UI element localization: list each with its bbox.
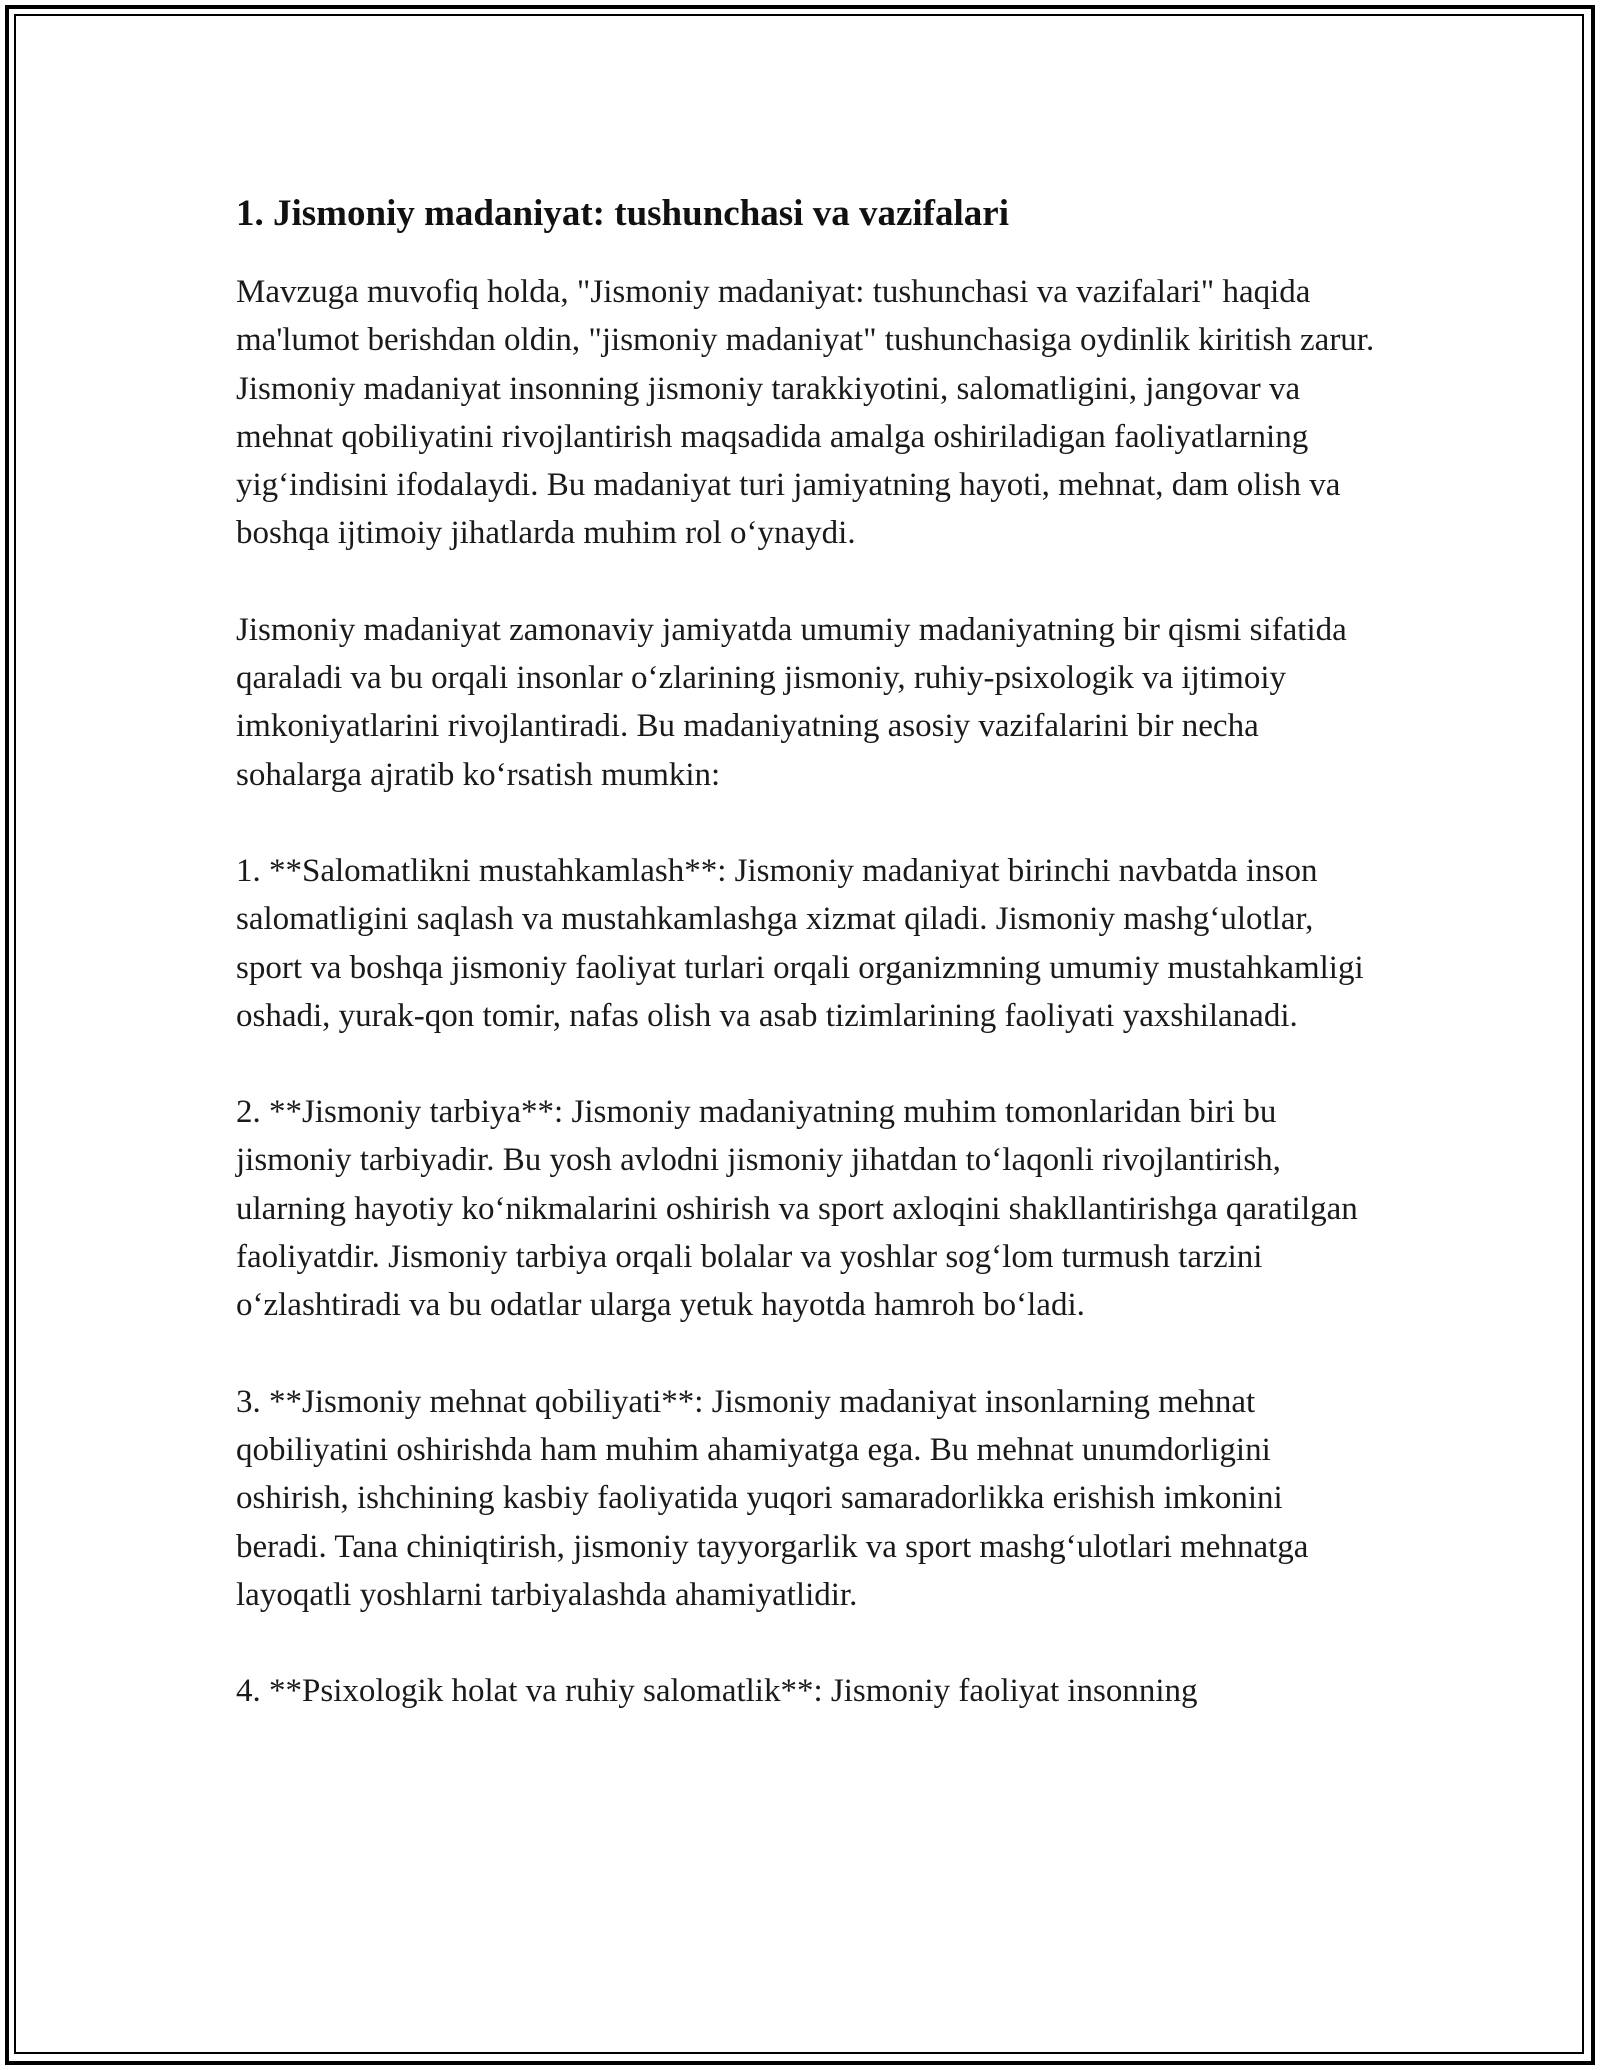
list-item-physical-education: 2. **Jismoniy tarbiya**: Jismoniy madaniyatning muhim tomonlaridan biri bu jismoniy tarbiyadir. Bu yosh avlodni jismoniy jihatdan to‘laqonli rivojlantirish, ularning hayotiy ko‘nikmalarini oshirish va sport axloqini shakllantirishga qaratilgan faoliyatdir. Jismoniy tarbiya orqali bolalar va yoshlar sog‘lom turmush tarzini o‘zlashtiradi va bu odatlar ularga yetuk hayotda hamroh bo‘ladi. [236, 1094, 1358, 1324]
list-item-work-capacity: 3. **Jismoniy mehnat qobiliyati**: Jismoniy madaniyat insonlarning mehnat qobiliyatini oshirishda ham muhim ahamiyatga ega. Bu mehnat unumdorligini oshirish, ishchining kasbiy faoliyatida yuqori samaradorlikka erishish imkonini beradi. Tana chiniqtirish, jismoniy tayyorgarlik va sport mashg‘ulotlari mehnatga layoqatli yoshlarni tarbiyalashda ahamiyatlidir. [236, 1383, 1309, 1613]
document-body [236, 185, 1376, 1763]
context-paragraph: Jismoniy madaniyat zamonaviy jamiyatda umumiy madaniyatning bir qismi sifatida qaraladi va bu orqali insonlar o‘zlarining jismoniy, ruhiy-psixologik va ijtimoiy imkoniyatlarini rivojlantiradi. Bu madaniyatning asosiy vazifalarini bir necha sohalarga ajratib ko‘rsatish mumkin: [236, 611, 1347, 793]
intro-paragraph: Mavzuga muvofiq holda, "Jismoniy madaniyat: tushunchasi va vazifalari" haqida ma'lumot berishdan oldin, "jismoniy madaniyat" tushunchasiga oydinlik kiritish zarur. Jismoniy madaniyat insonning jismoniy tarakkiyotini, salomatligini, jangovar va mehnat qobiliyatini rivojlantirish maqsadida amalga oshiriladigan faoliyatlarning yig‘indisini ifodalaydi. Bu madaniyat turi jamiyatning hayoti, mehnat, dam olish va boshqa ijtimoiy jihatlarda muhim rol o‘ynaydi. [236, 274, 1375, 552]
list-item-psychological-state: 4. **Psixologik holat va ruhiy salomatlik**: Jismoniy faoliyat insonning [236, 1673, 1198, 1710]
list-item-health: 1. **Salomatlikni mustahkamlash**: Jismoniy madaniyat birinchi navbatda inson salomatligini saqlash va mustahkamlashga xizmat qiladi. Jismoniy mashg‘ulotlar, sport va boshqa jismoniy faoliyat turlari orqali organizmning umumiy mustahkamligi oshadi, yurak-qon tomir, nafas olish va asab tizimlarining faoliyati yaxshilanadi. [236, 852, 1364, 1034]
page-title: 1. Jismoniy madaniyat: tushunchasi va vazifalari [236, 193, 1009, 234]
